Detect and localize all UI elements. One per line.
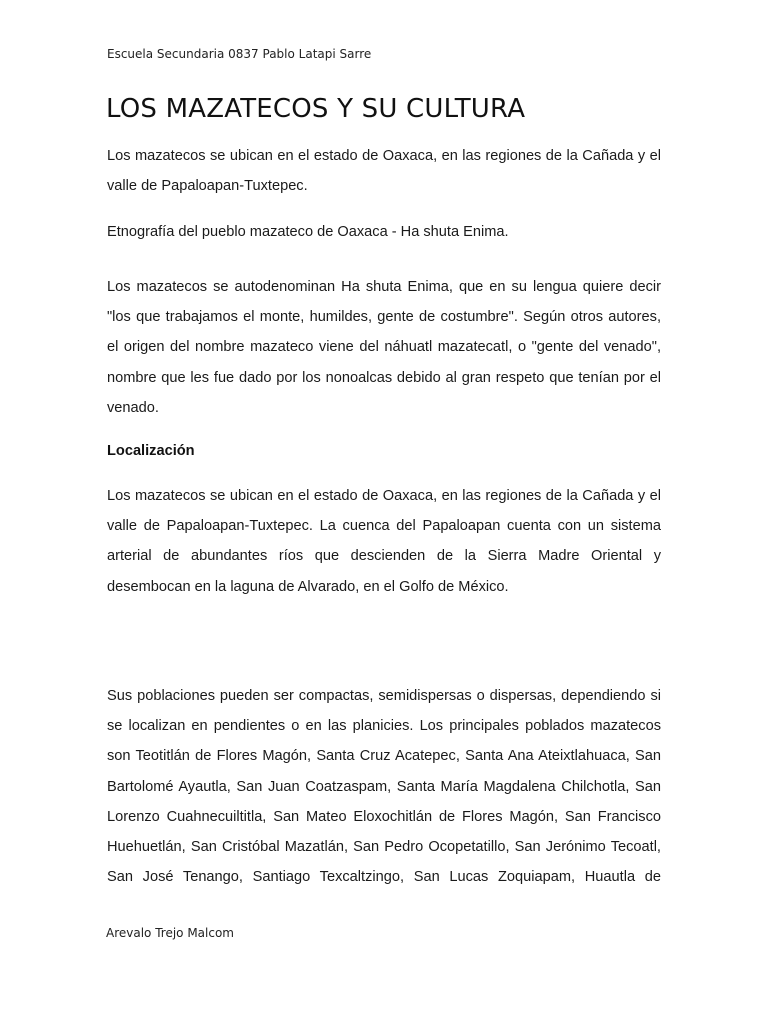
page-footer: Arevalo Trejo Malcom xyxy=(106,926,234,940)
paragraph-ethnography: Etnografía del pueblo mazateco de Oaxaca - Ha shuta Enima. xyxy=(107,224,509,240)
paragraph-name-origin: Los mazatecos se autodenominan Ha shuta Enima, que en su lengua quiere decir "los que trabajamos el monte, humildes, gente de costumbre". Según otros autores, el origen del nombre mazateco viene del náhuatl mazatecatl, o "gente del venado", nombre que les fue dado por los nonoalcas debido al gran respeto que tenían por el venado. xyxy=(107,279,661,416)
page-title: LOS MAZATECOS Y SU CULTURA xyxy=(106,94,526,124)
paragraph-location: Los mazatecos se ubican en el estado de Oaxaca, en las regiones de la Cañada y el valle de Papaloapan-Tuxtepec. La cuenca del Papaloapan cuenta con un sistema arterial de abundantes ríos que descienden de la Sierra Madre Oriental y desembocan en la laguna de Alvarado, en el Golfo de México. xyxy=(107,488,661,595)
paragraph-intro: Los mazatecos se ubican en el estado de Oaxaca, en las regiones de la Cañada y el valle de Papaloapan-Tuxtepec. xyxy=(107,148,661,195)
page-header: Escuela Secundaria 0837 Pablo Latapi Sarre xyxy=(107,47,372,61)
paragraph-settlements: Sus poblaciones pueden ser compactas, semidispersas o dispersas, dependiendo si se localizan en pendientes o en las planicies. Los principales poblados mazatecos son Teotitlán de Flores Magón, Santa Cruz Acatepec, Santa Ana Ateixtlahuaca, San Bartolomé Ayautla, San Juan Coatzaspam, Santa María Magdalena Chilchotla, San Lorenzo Cuahnecuiltitla, San Mateo Eloxochitlán de Flores Magón, San Francisco Huehuetlán, San Cristóbal Mazatlán, San Pedro Ocopetatillo, San Jerónimo Tecoatl, San José Tenango, Santiago Texcaltzingo, San Lucas Zoquiapam, Huautla de xyxy=(107,688,661,886)
section-heading-localizacion: Localización xyxy=(107,443,195,459)
